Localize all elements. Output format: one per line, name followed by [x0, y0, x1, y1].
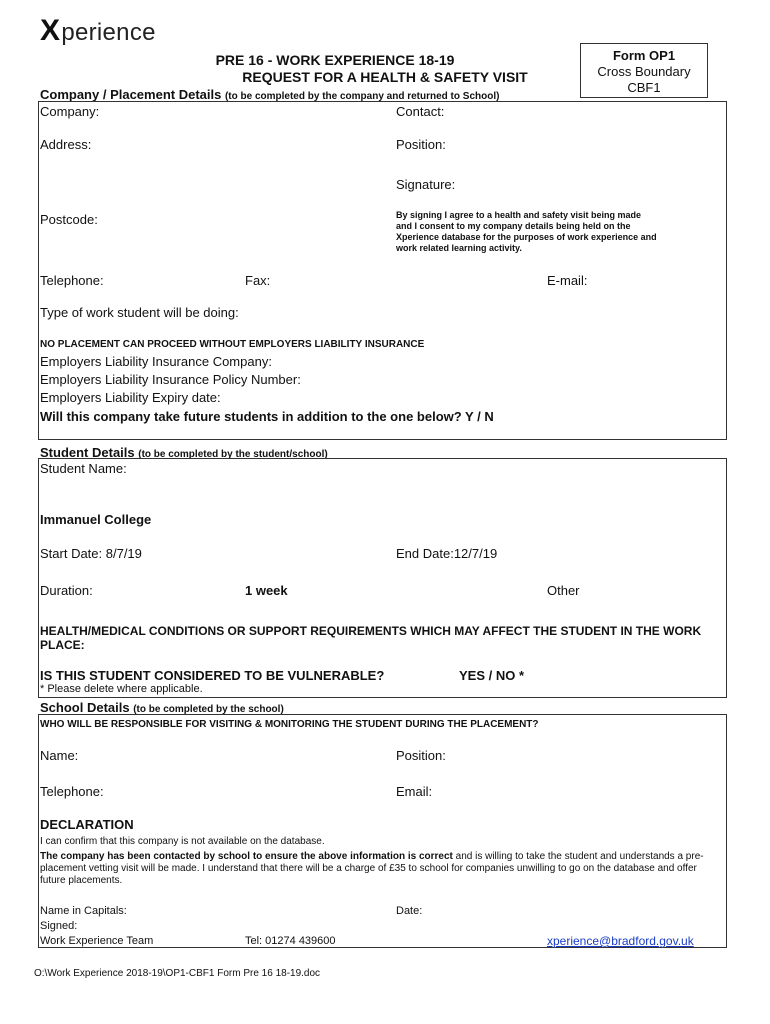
- signed-label: Signed:: [40, 920, 78, 932]
- form-code-line2: Cross Boundary: [597, 64, 691, 79]
- telephone-label: Telephone:: [40, 273, 104, 288]
- other-label: Other: [547, 583, 580, 598]
- postcode-label: Postcode:: [40, 212, 98, 227]
- student-section-note: (to be completed by the student/school): [138, 449, 328, 460]
- school-position-label: Position:: [396, 748, 446, 763]
- school-section-heading: School Details (to be completed by the school): [40, 700, 284, 715]
- student-section-heading: Student Details (to be completed by the student/school): [40, 445, 328, 460]
- fax-label: Fax:: [245, 273, 271, 288]
- declaration-line1: I can confirm that this company is not available on the database.: [40, 836, 325, 847]
- health-conditions-heading: HEALTH/MEDICAL CONDITIONS OR SUPPORT REQUIREMENTS WHICH MAY AFFECT THE STUDENT IN THE WORK PLACE:: [40, 624, 702, 652]
- duration-label: Duration:: [40, 583, 93, 598]
- name-capitals-label: Name in Capitals:: [40, 905, 127, 917]
- start-date: Start Date: 8/7/19: [40, 546, 142, 561]
- vulnerable-answer: YES / NO *: [459, 668, 525, 683]
- declaration-rest: and is willing to take the student and understands a pre-placement vetting visit will be made. I understand that there will be a charge of £35 to school for companies unwilling to go on the database and offer future placements.: [40, 851, 704, 886]
- consent-statement: By signing I agree to a health and safety visit being made and I consent to my company details being held on the Xperience database for the purposes of work experience and work related learning activity.: [396, 210, 657, 253]
- address-label: Address:: [40, 137, 92, 152]
- student-name-label: Student Name:: [40, 461, 127, 476]
- student-details-box: [38, 458, 727, 698]
- declaration-title: DECLARATION: [40, 817, 134, 832]
- declaration-date-label: Date:: [396, 905, 423, 917]
- insurance-warning: NO PLACEMENT CAN PROCEED WITHOUT EMPLOYERS LIABILITY INSURANCE: [40, 339, 425, 350]
- form-code-box: [580, 43, 708, 98]
- company-section-heading: Company / Placement Details (to be completed by the company and returned to School): [40, 87, 500, 102]
- vulnerable-question: IS THIS STUDENT CONSIDERED TO BE VULNERABLE?: [40, 668, 385, 683]
- duration-value: 1 week: [245, 583, 288, 598]
- school-section-note: (to be completed by the school): [133, 704, 284, 715]
- school-email-label: Email:: [396, 784, 433, 799]
- form-code-line3: CBF1: [627, 80, 661, 95]
- form-title-line1: PRE 16 - WORK EXPERIENCE 18-19: [215, 52, 455, 68]
- team-name: Work Experience Team: [40, 935, 154, 947]
- file-path-footer: O:\Work Experience 2018-19\OP1-CBF1 Form Pre 16 18-19.doc: [34, 968, 321, 979]
- end-date: End Date:12/7/19: [396, 546, 498, 561]
- form-code: Form OP1: [612, 48, 676, 63]
- position-label: Position:: [396, 137, 446, 152]
- school-name-label: Name:: [40, 748, 79, 763]
- declaration-bold: The company has been contacted by school to ensure the above information is correct: [40, 851, 453, 862]
- declaration-text: [40, 851, 720, 887]
- policy-number-label: Employers Liability Insurance Policy Number:: [40, 372, 301, 387]
- company-label: Company:: [40, 104, 100, 119]
- contact-label: Contact:: [396, 104, 445, 119]
- delete-note: * Please delete where applicable.: [40, 683, 203, 695]
- work-type-label: Type of work student will be doing:: [40, 305, 239, 320]
- team-telephone: Tel: 01274 439600: [245, 935, 336, 947]
- xperience-logo: Xperience: [40, 14, 156, 47]
- monitoring-question: WHO WILL BE RESPONSIBLE FOR VISITING & MONITORING THE STUDENT DURING THE PLACEMENT?: [40, 719, 539, 730]
- school-details-box: [38, 714, 727, 948]
- company-section-note: (to be completed by the company and returned to School): [224, 91, 500, 102]
- expiry-date-label: Employers Liability Expiry date:: [40, 390, 221, 405]
- future-students-question: Will this company take future students in addition to the one below? Y / N: [40, 409, 494, 424]
- signature-label: Signature:: [396, 177, 456, 192]
- email-label: E-mail:: [547, 273, 588, 288]
- team-email-link[interactable]: xperience@bradford.gov.uk: [547, 934, 694, 948]
- insurance-company-label: Employers Liability Insurance Company:: [40, 354, 272, 369]
- form-title-line2: REQUEST FOR A HEALTH & SAFETY VISIT: [242, 69, 528, 85]
- logo-x-figure: X: [40, 14, 61, 47]
- school-name: Immanuel College: [40, 512, 152, 527]
- school-telephone-label: Telephone:: [40, 784, 104, 799]
